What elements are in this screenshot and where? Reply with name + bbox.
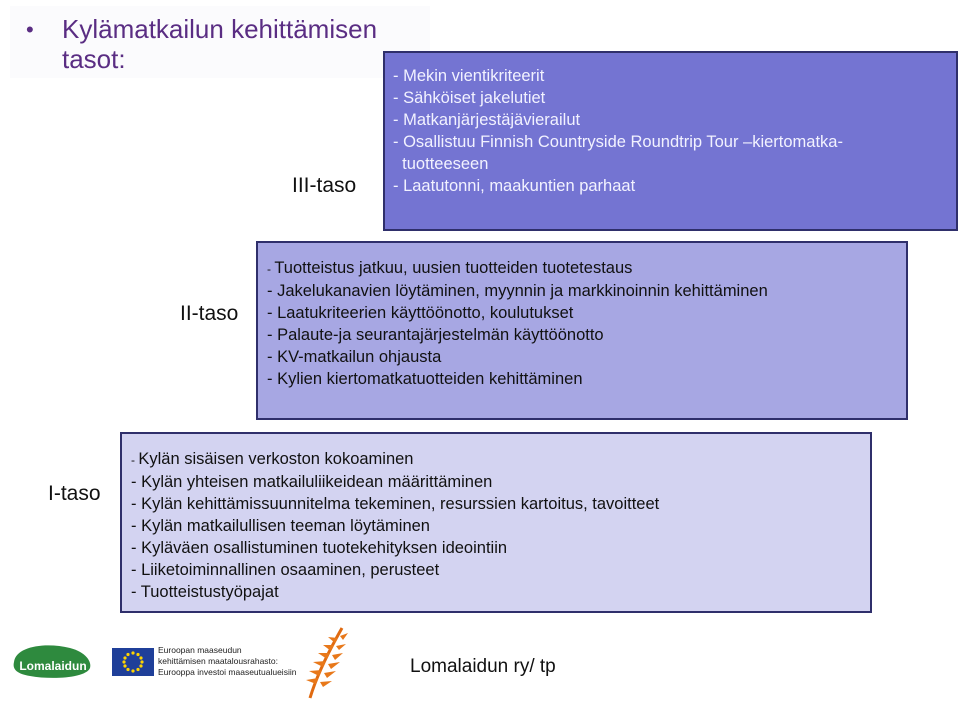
list-item: - Palaute-ja seurantajärjestelmän käyttöönotto bbox=[267, 326, 604, 344]
list-item: - Osallistuu Finnish Countryside Roundtrip Tour –kiertomatka- bbox=[393, 133, 843, 151]
slide-title: Kylämatkailun kehittämisen tasot: bbox=[62, 14, 378, 74]
lomalaidun-logo bbox=[12, 640, 94, 687]
footer-credit: Lomalaidun ry/ tp bbox=[410, 656, 556, 677]
list-item: - Kyläväen osallistuminen tuotekehityksen ideointiin bbox=[131, 539, 508, 557]
small-dash: - bbox=[131, 453, 139, 467]
eu-text-line: Euroopan maaseudun bbox=[158, 645, 242, 655]
list-item: - Laatutonni, maakuntien parhaat bbox=[393, 177, 636, 195]
eu-text-line: Eurooppa investoi maaseutualueisiin bbox=[158, 667, 297, 677]
list-item: - Tuotteistustyöpajat bbox=[131, 583, 279, 601]
wheat-logo-icon bbox=[300, 622, 352, 707]
list-item: - Mekin vientikriteerit bbox=[393, 67, 545, 85]
list-item: - Laatukriteerien käyttöönotto, koulutukset bbox=[267, 304, 574, 322]
level-2-box bbox=[256, 241, 908, 420]
list-item: - Kylän matkailullisen teeman löytäminen bbox=[131, 517, 430, 535]
list-item: - Kylien kiertomatkatuotteiden kehittäminen bbox=[267, 370, 583, 388]
list-item: - Jakelukanavien löytäminen, myynnin ja markkinoinnin kehittäminen bbox=[267, 282, 768, 300]
list-item: - Matkanjärjestäjävierailut bbox=[393, 111, 581, 129]
level-3-box bbox=[383, 51, 958, 231]
list-item: - Sähköiset jakelutiet bbox=[393, 89, 546, 107]
eu-text-line: kehittämisen maatalousrahasto: bbox=[158, 656, 279, 666]
level-1-label: I-taso bbox=[48, 482, 101, 505]
level-3-label: III-taso bbox=[292, 174, 357, 197]
eu-flag-icon bbox=[112, 648, 154, 676]
level-2-label: II-taso bbox=[180, 302, 239, 325]
list-item bbox=[131, 448, 659, 471]
list-item: - Kylän yhteisen matkailuliikeidean määrittäminen bbox=[131, 473, 493, 491]
level-1-box bbox=[120, 432, 872, 613]
list-item: - Kylän kehittämissuunnitelma tekeminen, resurssien kartoitus, tavoitteet bbox=[131, 495, 660, 513]
list-item-text: Tuotteistus jatkuu, uusien tuotteiden tuotetestaus bbox=[274, 259, 633, 277]
small-dash: - bbox=[267, 262, 275, 276]
list-item: - Liiketoiminnallinen osaaminen, perusteet bbox=[131, 561, 440, 579]
list-item bbox=[267, 257, 768, 280]
title-bullet: • bbox=[26, 17, 34, 42]
lomalaidun-logo-text: Lomalaidun bbox=[19, 659, 87, 673]
slide-title-row bbox=[10, 6, 430, 78]
eu-funding-text bbox=[158, 645, 296, 678]
list-item: - KV-matkailun ohjausta bbox=[267, 348, 442, 366]
list-item: tuotteeseen bbox=[393, 155, 489, 173]
lomalaidun-logo-icon bbox=[12, 640, 94, 682]
list-item-text: Kylän sisäisen verkoston kokoaminen bbox=[138, 450, 414, 468]
